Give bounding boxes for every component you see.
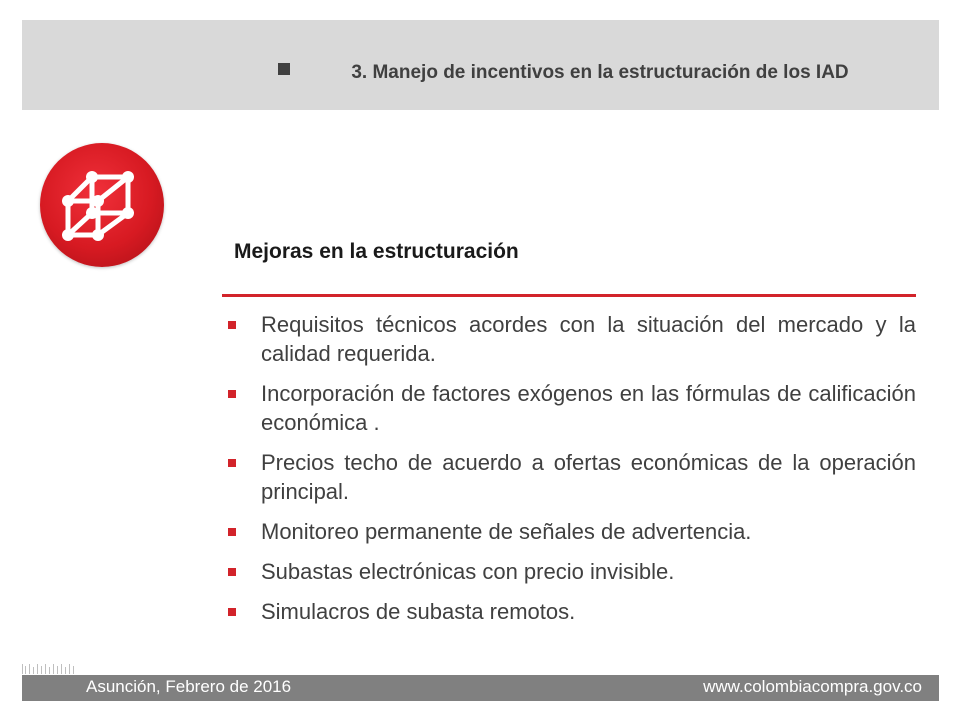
barcode-icon: [22, 664, 74, 701]
list-item: [226, 448, 916, 506]
section-heading: Mejoras en la estructuración: [234, 240, 519, 263]
bullet-square-icon: [228, 321, 236, 329]
bullet-list: [226, 310, 916, 637]
header-bullet-square: [278, 63, 290, 75]
bullet-square-icon: [228, 568, 236, 576]
list-item-text: Simulacros de subasta remotos.: [261, 599, 576, 624]
footer-website-link[interactable]: www.colombiacompra.gov.co: [703, 677, 922, 696]
list-item-text: Subastas electrónicas con precio invisible.: [261, 559, 675, 584]
list-item: [226, 517, 916, 546]
list-item: [226, 557, 916, 586]
list-item-text: Precios techo de acuerdo a ofertas económicas de la operación principal.: [261, 450, 916, 504]
list-item: [226, 597, 916, 626]
footer-location-date: Asunción, Febrero de 2016: [86, 677, 292, 696]
bullet-square-icon: [228, 459, 236, 467]
bullet-square-icon: [228, 528, 236, 536]
list-item-text: Incorporación de factores exógenos en las fórmulas de calificación económica .: [261, 381, 916, 435]
list-item-text: Requisitos técnicos acordes con la situación del mercado y la calidad requerida.: [261, 312, 916, 366]
bullet-square-icon: [228, 608, 236, 616]
bullet-square-icon: [228, 390, 236, 398]
list-item: [226, 310, 916, 368]
slide-title: 3. Manejo de incentivos en la estructuración de los IAD: [351, 62, 849, 83]
list-item: [226, 379, 916, 437]
list-item-text: Monitoreo permanente de señales de advertencia.: [261, 519, 752, 544]
section-divider: [222, 294, 916, 297]
cube-network-icon: [40, 143, 164, 267]
logo-badge: [40, 143, 164, 267]
